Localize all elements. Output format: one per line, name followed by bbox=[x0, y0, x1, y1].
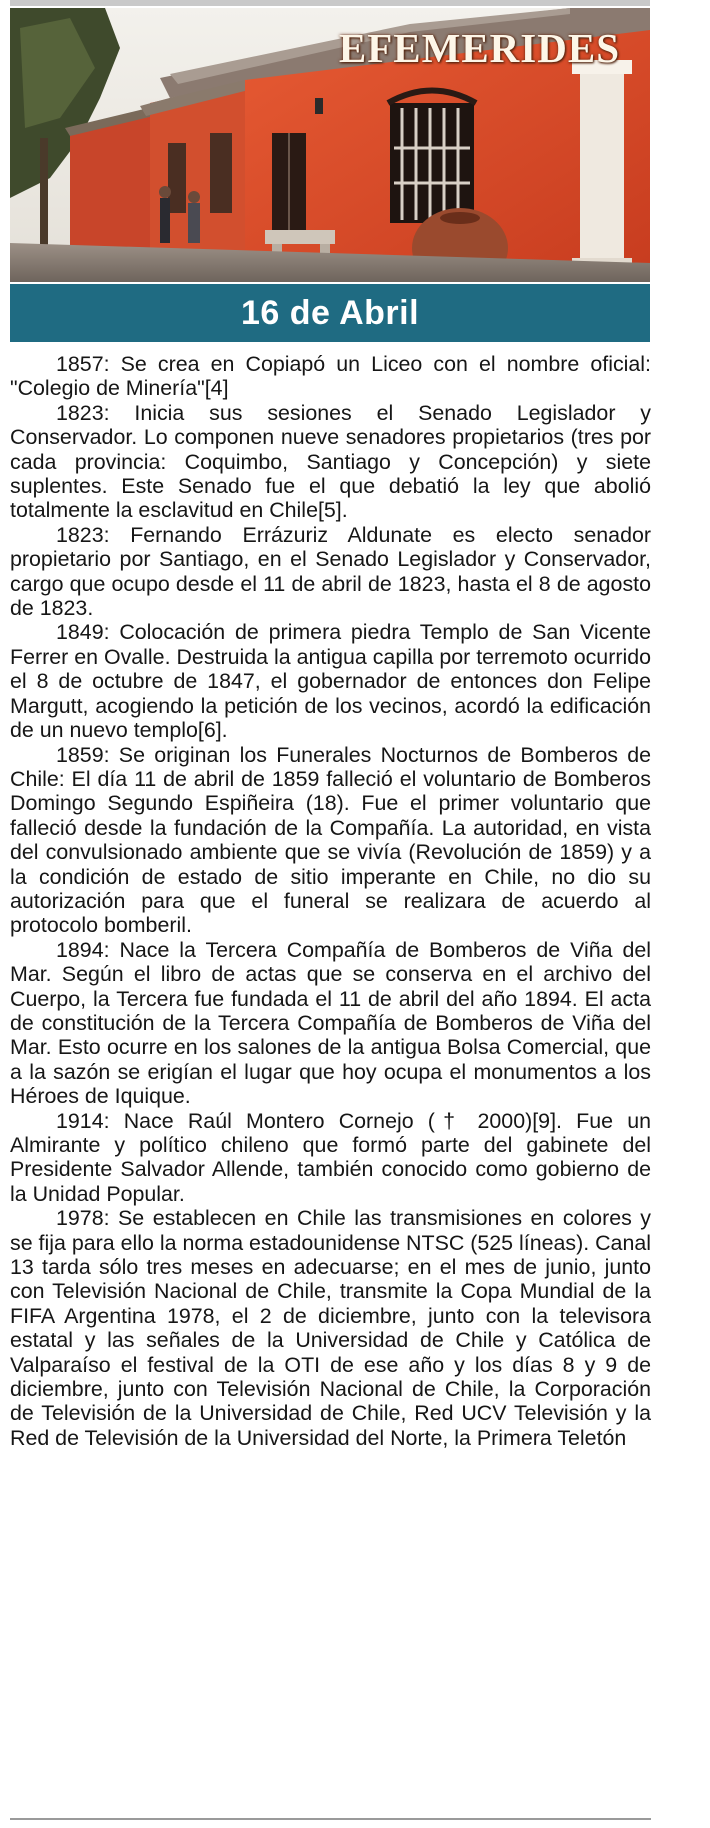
entry-1849: 1849: Colocación de primera piedra Templo de San Vicente Ferrer en Ovalle. Destruida la antigua capilla por terremoto ocurrido el 8 de octubre de 1847, el gobernador de entonces don Felipe Margutt, acogiendo la petición de los vecinos, acordó la edificación de un nuevo templo[6]. bbox=[10, 620, 651, 743]
entry-1823-errazuriz: 1823: Fernando Errázuriz Aldunate es electo senador propietario por Santiago, en el Senado Legislador y Conservador, cargo que ocupo desde el 11 de abril de 1823, hasta el 8 de agosto de 1823. bbox=[10, 522, 651, 621]
entry-1914: 1914: Nace Raúl Montero Cornejo († 2000)[9]. Fue un Almirante y político chileno que formó parte del gabinete del Presidente Salvador Allende, también conocido como gobierno de la Unidad Popular. bbox=[10, 1108, 651, 1206]
header-photo bbox=[10, 8, 650, 282]
date-banner bbox=[10, 284, 650, 342]
banner-title: EFEMERIDES bbox=[338, 25, 620, 71]
top-divider bbox=[10, 0, 650, 6]
date-heading: 16 de Abril bbox=[240, 293, 420, 332]
entry-1823-senado: 1823: Inicia sus sesiones el Senado Legislador y Conservador. Lo componen nueve senadores propietarios (tres por cada provincia: Coquimbo, Santiago y Concepción) y siete suplentes. Este Senado fue el que debatió la ley que abolió totalmente la esclavitud en Chile[5]. bbox=[10, 400, 651, 523]
ephemerides-list bbox=[10, 352, 651, 1450]
bottom-divider bbox=[10, 1818, 651, 1820]
entry-1859: 1859: Se originan los Funerales Nocturnos de Bomberos de Chile: El día 11 de abril de 1859 falleció el voluntario de Bomberos Domingo Segundo Espiñeira (18). Fue el primer voluntario que falleció desde la fundación de la Compañía. La autoridad, en vista del convulsionado ambiente que se vivía (Revolución de 1859) y a la condición de estado de sitio imperante en Chile, no dio su autorización para que el funeral se realizara de acuerdo al protocolo bomberil. bbox=[10, 742, 651, 938]
entry-1857: 1857: Se crea en Copiapó un Liceo con el nombre oficial: "Colegio de Minería"[4] bbox=[10, 352, 651, 401]
entry-1894: 1894: Nace la Tercera Compañía de Bomberos de Viña del Mar. Según el libro de actas que se conserva en el archivo del Cuerpo, la Tercera fue fundada el 11 de abril del año 1894. El acta de constitución de la Tercera Compañía de Bomberos de Viña del Mar. Esto ocurre en los salones de la antigua Bolsa Comercial, que a la sazón se erigían el lugar que hoy ocupa el monumentos a los Héroes de Iquique. bbox=[10, 937, 651, 1109]
entry-1978: 1978: Se establecen en Chile las transmisiones en colores y se fija para ello la norma estadounidense NTSC (525 líneas). Canal 13 tarda sólo tres meses en adecuarse; en el mes de junio, junto con Televisión Nacional de Chile, transmite la Copa Mundial de la FIFA Argentina 1978, el 2 de diciembre, junto con la televisora estatal y las señales de la Universidad de Chile y Católica de Valparaíso el festival de la OTI de ese año y los días 8 y 9 de diciembre, junto con Televisión Nacional de Chile, la Corporación de Televisión de la Universidad de Chile, Red UCV Televisión y la Red de Televisión de la Universidad del Norte, la Primera Teletón bbox=[10, 1206, 651, 1450]
